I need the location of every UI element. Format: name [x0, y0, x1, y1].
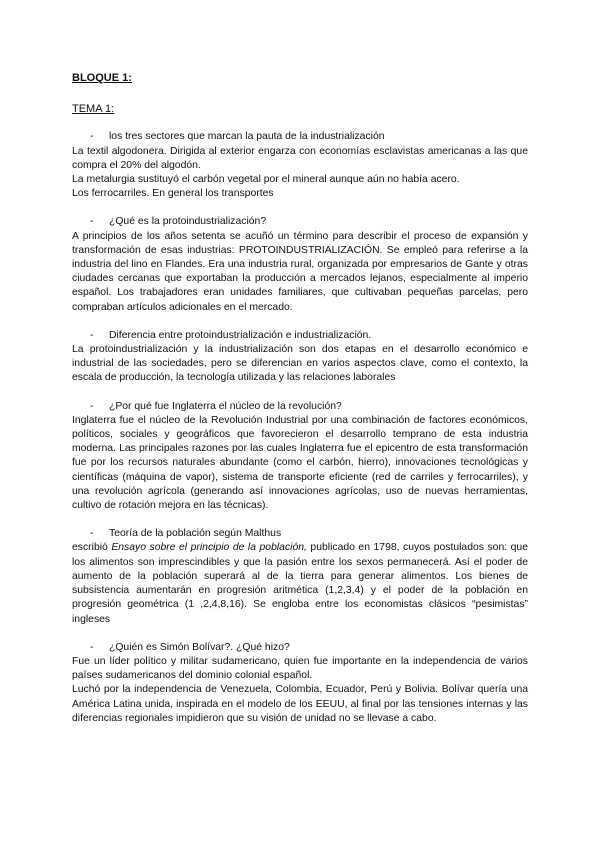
tema-title: TEMA 1: — [72, 103, 115, 116]
bullet-dash: - — [90, 400, 94, 412]
bullet-dash: - — [90, 528, 94, 540]
bullet-dash: - — [90, 216, 94, 228]
paragraph-england: Inglaterra fue el núcleo de la Revolución Industrial por una combinación de factores económicos, políticos, sociales y geográficos que favorecieron el desarrollo temprano de esta industria moderna. Las principales razones por las cuales Inglaterra fue el epicentro de esta transformación fue por los recursos naturales abundante (como el carbón, hierro), innovaciones tecnológicas y científicas (máquina de vapor), sistema de transporte eficiente (red de carriles y ferrocarriles), y una revolución agrícola (generando así innovaciones agrícolas, uso de nuevas herramientas, cultivo de rotación mejora en las técnicas). — [72, 414, 528, 512]
paragraph-malthus — [72, 541, 528, 626]
paragraph-protoindustrialization: A principios de los años setenta se acuñó un término para describir el proceso de expansión y transformación de esas industrias: PROTOINDUSTRIALIZACIÓN. Se empleó para referirse a la industria del lino en Flandes. Era una industria rural, organizada por empresarios de Gante y otras ciudades cercanas que exportaban la producción a mercados lejanos, especialmente al imperio español. Los trabajadores eran unidades familiares, que cultivaban pequeñas parcelas, pero compraban artículos adicionales en el mercado. — [72, 230, 528, 313]
paragraph-metallurgy: La metalurgia sustituyó el carbón vegetal por el mineral aunque aún no había acero. — [72, 174, 460, 186]
section-heading — [72, 641, 528, 655]
paragraph-bolivar-what: Luchó por la independencia de Venezuela, Colombia, Ecuador, Perú y Bolivia. Bolívar quería una América Latina unida, inspirada en el modelo de los EEUU, al final por las tensiones internas y las diferencias regionales impidieron que su visión de unidad no se llevase a cabo. — [72, 684, 528, 724]
section-protoindustrialization — [72, 215, 528, 314]
paragraph-bolivar-who: Fue un líder político y militar sudamericano, quien fue importante en la independencia de varios países sudamericanos del dominio colonial español. — [72, 655, 528, 682]
section-england — [72, 400, 528, 514]
bullet-dash: - — [90, 131, 94, 143]
section-heading-text: Teoría de la población según Malthus — [109, 528, 282, 540]
paragraph-railways: Los ferrocarriles. En general los transportes — [72, 188, 274, 200]
section-heading — [72, 215, 528, 229]
paragraph-textile: La textil algodonera. Dirigida al exterior engarza con economías esclavistas americanas a las que compra el 20% del algodón. — [72, 145, 528, 171]
section-heading-text: los tres sectores que marcan la pauta de la industrialización — [109, 131, 385, 143]
section-heading — [72, 329, 528, 343]
section-heading-text: ¿Qué es la protoindustrialización? — [109, 216, 267, 228]
malthus-text-before: escribió — [72, 542, 112, 554]
section-heading — [72, 130, 528, 144]
section-heading-text: Diferencia entre protoindustrialización e industrialización. — [109, 329, 372, 341]
section-heading — [72, 527, 528, 541]
malthus-text-after: publicado en 1798, cuyos postulados son: que los alimentos son imprescindibles y que la pasión entre los sexos permanecerá. Así el poder de aumento de la población superará al de la tierra para generar alimentos. Los bienes de subsistencia aumentarán en progresión aritmética (1,2,3,4) y el poder de la población en progresión geométrica (1 ,2,4,8,16). Se engloba entre los economistas clásicos “pesimistas” ingleses — [72, 542, 528, 625]
section-industrial-sectors — [72, 130, 528, 201]
section-heading-text: ¿Quién es Simón Bolívar?. ¿Qué hizo? — [109, 641, 290, 653]
section-heading — [72, 400, 528, 414]
section-heading-text: ¿Por qué fue Inglaterra el núcleo de la revolución? — [109, 400, 342, 412]
block-title: BLOQUE 1: — [72, 72, 132, 84]
section-difference — [72, 329, 528, 386]
malthus-book-title: Ensayo sobre el principio de la población, — [111, 542, 307, 554]
section-malthus — [72, 527, 528, 626]
bullet-dash: - — [90, 641, 94, 653]
bullet-dash: - — [90, 329, 94, 341]
section-bolivar — [72, 641, 528, 726]
document-body — [72, 71, 528, 740]
paragraph-difference: La protoindustrialización y la industrialización son dos etapas en el desarrollo económico e industrial de las sociedades, pero se diferencian en varios aspectos clave, como el contexto, la escala de producción, la tecnología utilizada y las relaciones laborales — [72, 344, 528, 384]
